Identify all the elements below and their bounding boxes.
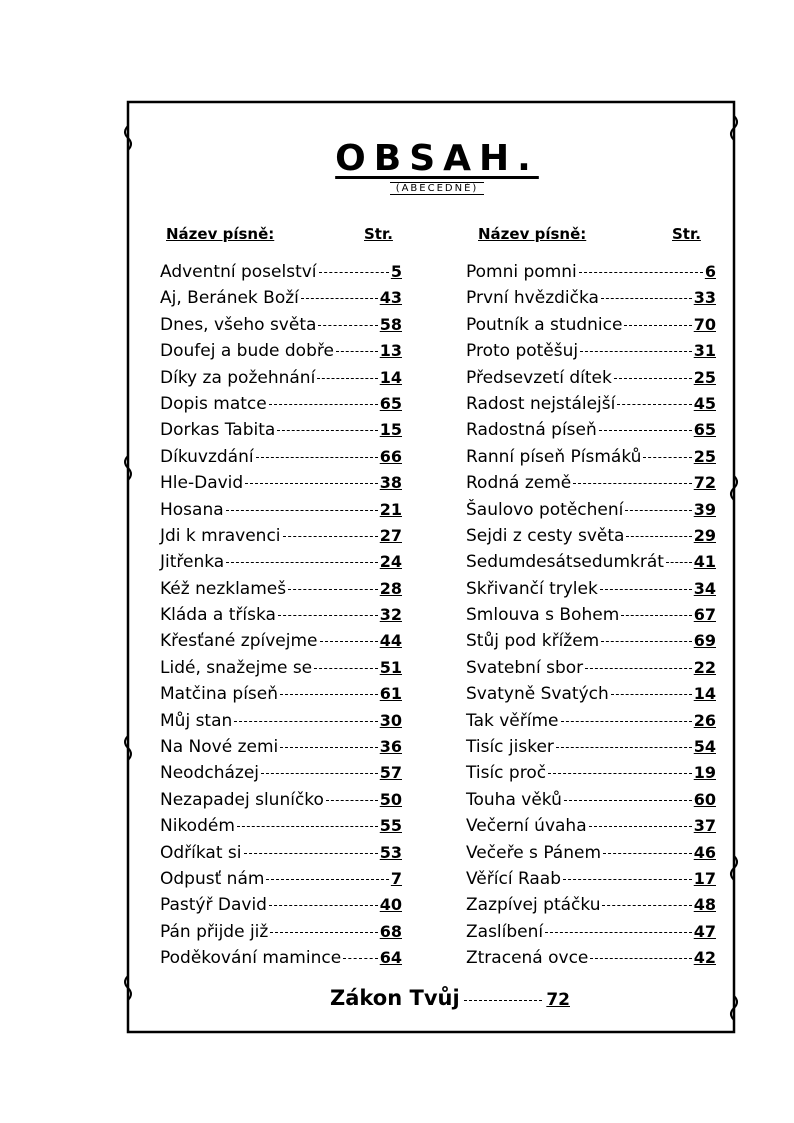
leader-dots <box>301 298 378 299</box>
list-item <box>466 552 716 578</box>
list-item <box>466 711 716 737</box>
leader-dots <box>283 536 378 537</box>
song-title: Poutník a studnice <box>466 314 623 335</box>
song-title: Sedumdesátsedumkrát <box>466 552 664 573</box>
song-title: Neodcházej <box>160 763 260 784</box>
leader-dots <box>556 747 692 748</box>
list-item <box>160 631 402 657</box>
list-item <box>466 368 716 394</box>
list-item <box>466 526 716 552</box>
page-number: 54 <box>693 737 716 757</box>
page-number: 14 <box>379 367 402 387</box>
song-title: Na Nové zemi <box>160 737 279 758</box>
song-title: Díky za požehnání <box>160 367 316 388</box>
song-title: Dorkas Tabita <box>160 420 276 441</box>
leader-dots <box>666 562 692 563</box>
leader-dots <box>237 826 378 827</box>
leader-dots <box>269 404 378 405</box>
leader-dots <box>573 483 691 484</box>
page-number: 65 <box>379 393 402 413</box>
page-number: 27 <box>379 525 402 545</box>
footer-page: 72 <box>546 990 570 1010</box>
leader-dots <box>621 615 691 616</box>
list-item <box>466 262 716 288</box>
list-item <box>466 948 716 974</box>
list-item <box>466 315 716 341</box>
page-number: 43 <box>379 288 402 308</box>
song-title: Zaslíbení <box>466 921 544 942</box>
leader-dots <box>614 378 692 379</box>
page-number: 67 <box>693 605 716 625</box>
page-number: 40 <box>379 895 402 915</box>
list-item <box>160 447 402 473</box>
leader-dots <box>580 351 692 352</box>
song-title: První hvězdička <box>466 288 599 309</box>
leader-dots <box>611 694 692 695</box>
page-number: 13 <box>379 341 402 361</box>
leader-dots <box>266 879 388 880</box>
page-number: 26 <box>693 710 716 730</box>
song-title: Pán přijde již <box>160 921 269 942</box>
page-number: 66 <box>379 446 402 466</box>
list-item <box>466 394 716 420</box>
leader-dots <box>603 853 692 854</box>
list-item <box>466 500 716 526</box>
list-item <box>466 420 716 446</box>
leader-dots <box>336 351 378 352</box>
page-number: 33 <box>693 288 716 308</box>
page-number: 24 <box>379 552 402 572</box>
page-number: 30 <box>379 710 402 730</box>
song-title: Aj, Beránek Boží <box>160 288 299 309</box>
right-header-page: Str. <box>672 225 701 243</box>
song-title: Adventní poselství <box>160 262 317 282</box>
page-number: 65 <box>693 420 716 440</box>
leader-dots <box>288 589 378 590</box>
song-title: Matčina píseň <box>160 684 279 705</box>
song-title: Touha věků <box>466 789 562 810</box>
list-item <box>160 473 402 499</box>
list-item <box>160 394 402 420</box>
list-item <box>160 711 402 737</box>
page-number: 36 <box>379 737 402 757</box>
song-title: Nezapadej sluníčko <box>160 789 324 810</box>
page-number: 15 <box>379 420 402 440</box>
page-number: 14 <box>693 684 716 704</box>
song-title: Dopis matce <box>160 393 267 414</box>
page-number: 72 <box>693 473 716 493</box>
leader-dots <box>319 272 389 273</box>
right-song-list <box>466 262 716 975</box>
leader-dots <box>464 1000 543 1001</box>
footer-name: Zákon Tvůj <box>330 986 460 1010</box>
list-item <box>160 790 402 816</box>
footer-entry <box>330 986 570 1010</box>
leader-dots <box>278 615 378 616</box>
song-title: Kláda a tříska <box>160 605 276 626</box>
list-item <box>160 262 402 288</box>
song-title: Předsevzetí dítek <box>466 367 612 388</box>
song-title: Smlouva s Bohem <box>466 605 620 626</box>
leader-dots <box>601 298 692 299</box>
list-item <box>466 579 716 605</box>
song-title: Sejdi z cesty světa <box>466 525 625 546</box>
list-item <box>160 579 402 605</box>
list-item <box>466 631 716 657</box>
leader-dots <box>317 378 377 379</box>
list-item <box>160 315 402 341</box>
page-number: 57 <box>379 763 402 783</box>
left-header-name: Název písně: <box>166 225 275 243</box>
leader-dots <box>320 641 378 642</box>
page-number: 51 <box>379 657 402 677</box>
leader-dots <box>624 325 691 326</box>
song-title: Ztracená ovce <box>466 948 589 969</box>
leader-dots <box>564 800 692 801</box>
leader-dots <box>625 510 691 511</box>
song-title: Doufej a bude dobře <box>160 341 334 362</box>
page-subtitle-text: (ABECEDNĚ) <box>390 182 485 195</box>
song-title: Proto potěšuj <box>466 341 579 362</box>
song-title: Jitřenka <box>160 552 225 573</box>
page-number: 25 <box>693 446 716 466</box>
list-item <box>466 843 716 869</box>
leader-dots <box>563 879 692 880</box>
leader-dots <box>602 905 691 906</box>
list-item <box>160 526 402 552</box>
song-title: Šaulovo potěchení <box>466 499 624 520</box>
list-item <box>466 605 716 631</box>
song-title: Můj stan <box>160 710 233 731</box>
page-subtitle <box>40 183 794 194</box>
list-item <box>160 763 402 789</box>
leader-dots <box>226 562 378 563</box>
page-number: 25 <box>693 367 716 387</box>
leader-dots <box>314 668 378 669</box>
list-item <box>160 816 402 842</box>
left-header-page: Str. <box>364 225 393 243</box>
page-number: 32 <box>379 605 402 625</box>
leader-dots <box>579 272 703 273</box>
list-item <box>160 605 402 631</box>
song-title: Svatební sbor <box>466 657 584 678</box>
page-number: 22 <box>693 657 716 677</box>
list-item <box>466 737 716 763</box>
page-number: 50 <box>379 789 402 809</box>
leader-dots <box>626 536 691 537</box>
leader-dots <box>326 800 378 801</box>
page-number: 31 <box>693 341 716 361</box>
leader-dots <box>244 853 378 854</box>
page-number: 68 <box>379 921 402 941</box>
song-title: Svatyně Svatých <box>466 684 609 705</box>
song-title: Odpusť nám <box>160 868 265 889</box>
song-title: Odříkat si <box>160 842 242 863</box>
page-number: 6 <box>704 262 716 281</box>
list-item <box>160 368 402 394</box>
song-title: Poděkování mamince <box>160 948 342 969</box>
page-number: 64 <box>379 948 402 968</box>
list-item <box>466 288 716 314</box>
page-number: 39 <box>693 499 716 519</box>
leader-dots <box>277 430 377 431</box>
page-title: OBSAH. <box>335 138 539 179</box>
leader-dots <box>601 641 691 642</box>
leader-dots <box>561 721 692 722</box>
song-title: Kéž nezklameš <box>160 578 287 599</box>
leader-dots <box>589 826 692 827</box>
leader-dots <box>261 773 378 774</box>
page-number: 38 <box>379 473 402 493</box>
song-title: Hosana <box>160 499 224 520</box>
list-item <box>160 684 402 710</box>
page-number: 17 <box>693 868 716 888</box>
leader-dots <box>318 325 377 326</box>
song-title: Večeře s Pánem <box>466 842 602 863</box>
list-item <box>466 341 716 367</box>
song-title: Tisíc jisker <box>466 737 554 758</box>
song-title: Dnes, všeho světa <box>160 314 317 335</box>
page-number: 21 <box>379 499 402 519</box>
list-item <box>160 658 402 684</box>
list-item <box>160 420 402 446</box>
list-item <box>466 763 716 789</box>
song-title: Večerní úvaha <box>466 816 587 837</box>
list-item <box>466 684 716 710</box>
list-item <box>160 737 402 763</box>
page-number: 28 <box>379 578 402 598</box>
page-number: 37 <box>693 816 716 836</box>
leader-dots <box>585 668 692 669</box>
page-number: 58 <box>379 314 402 334</box>
leader-dots <box>590 958 691 959</box>
leader-dots <box>599 430 692 431</box>
list-item <box>466 895 716 921</box>
page-number: 61 <box>379 684 402 704</box>
list-item <box>466 447 716 473</box>
song-title: Ranní píseň Písmáků <box>466 446 642 467</box>
song-title: Skřivančí trylek <box>466 578 598 599</box>
page-number: 47 <box>693 921 716 941</box>
song-title: Rodná země <box>466 473 572 494</box>
song-title: Stůj pod křížem <box>466 631 600 652</box>
right-header-name: Název písně: <box>478 225 587 243</box>
list-item <box>160 922 402 948</box>
list-item <box>160 288 402 314</box>
song-title: Díkuvzdání <box>160 446 254 467</box>
song-title: Hle-David <box>160 473 244 494</box>
leader-dots <box>280 694 378 695</box>
leader-dots <box>226 510 378 511</box>
page-number: 29 <box>693 525 716 545</box>
page-number: 46 <box>693 842 716 862</box>
leader-dots <box>617 404 691 405</box>
song-title: Tisíc proč <box>466 763 547 784</box>
list-item <box>160 341 402 367</box>
leader-dots <box>545 932 692 933</box>
page-number: 60 <box>693 789 716 809</box>
list-item <box>160 500 402 526</box>
leader-dots <box>343 958 378 959</box>
page-number: 69 <box>693 631 716 651</box>
list-item <box>160 948 402 974</box>
list-item <box>466 922 716 948</box>
leader-dots <box>256 457 378 458</box>
song-title: Pastýř David <box>160 895 267 916</box>
page-number: 5 <box>390 262 402 281</box>
list-item <box>466 869 716 895</box>
left-song-list <box>160 262 402 975</box>
leader-dots <box>270 932 377 933</box>
song-title: Tak věříme <box>466 710 559 731</box>
page-number: 19 <box>693 763 716 783</box>
list-item <box>466 790 716 816</box>
song-title: Jdi k mravenci <box>160 525 281 546</box>
list-item <box>160 895 402 921</box>
song-title: Radostná píseň <box>466 420 597 441</box>
page-number: 41 <box>693 552 716 572</box>
song-title: Nikodém <box>160 816 235 837</box>
song-title: Radost nejstálejší <box>466 393 616 414</box>
song-title: Křesťané zpívejme <box>160 631 318 652</box>
song-title: Lidé, snažejme se <box>160 657 313 678</box>
leader-dots <box>600 589 692 590</box>
song-title: Věřící Raab <box>466 868 562 889</box>
leader-dots <box>280 747 377 748</box>
leader-dots <box>643 457 691 458</box>
leader-dots <box>269 905 378 906</box>
page-number: 42 <box>693 948 716 968</box>
page-number: 53 <box>379 842 402 862</box>
list-item <box>466 658 716 684</box>
page-number: 70 <box>693 314 716 334</box>
song-title: Zazpívej ptáčku <box>466 895 601 916</box>
leader-dots <box>245 483 378 484</box>
page-number: 34 <box>693 578 716 598</box>
page-number: 44 <box>379 631 402 651</box>
page-number: 55 <box>379 816 402 836</box>
leader-dots <box>234 721 377 722</box>
list-item <box>466 473 716 499</box>
list-item <box>466 816 716 842</box>
page-number: 48 <box>693 895 716 915</box>
list-item <box>160 869 402 895</box>
list-item <box>160 843 402 869</box>
page-number: 7 <box>390 868 402 888</box>
list-item <box>160 552 402 578</box>
leader-dots <box>548 773 692 774</box>
song-title: Pomni pomni <box>466 262 577 282</box>
page-number: 45 <box>693 393 716 413</box>
